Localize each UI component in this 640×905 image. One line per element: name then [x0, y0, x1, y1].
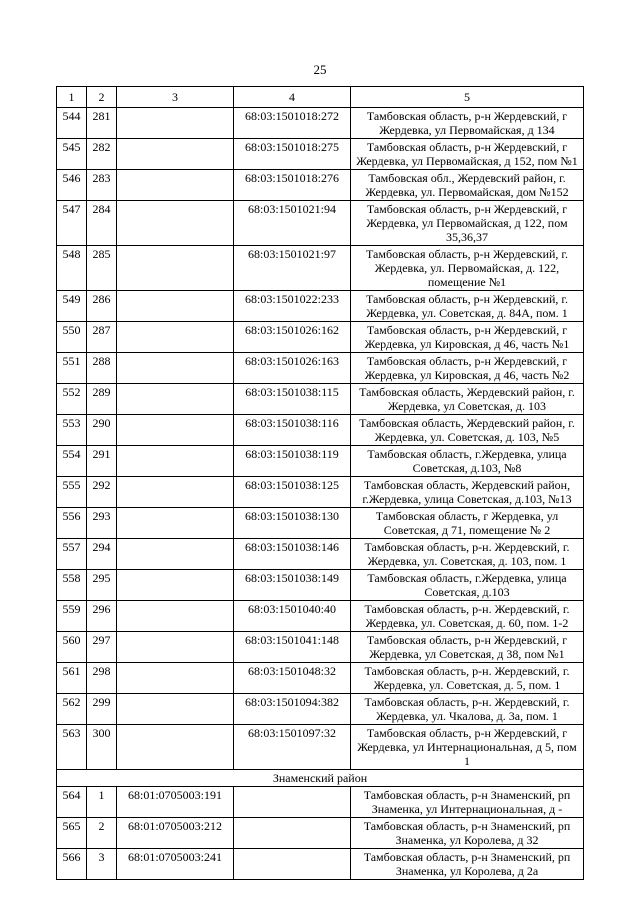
old-cadastral-number: 68:01:0705003:241 — [117, 849, 234, 880]
table-row — [57, 322, 584, 353]
cadastral-number: 68:03:1501040:40 — [234, 601, 351, 632]
row-subnumber: 297 — [87, 632, 117, 663]
address: Тамбовская область, р-н. Жердевский, г. Жердевка, ул. Советская, д. 103, пом. 1 — [351, 539, 584, 570]
address: Тамбовская область, р-н Жердевский, г Жердевка, ул Советская, д 38, пом №1 — [351, 632, 584, 663]
address: Тамбовская область, р-н Жердевский, г Жердевка, ул Интернациональная, д 5, пом 1 — [351, 725, 584, 770]
old-cadastral-number — [117, 694, 234, 725]
registry-table — [56, 86, 584, 880]
table-row — [57, 570, 584, 601]
old-cadastral-number — [117, 291, 234, 322]
cadastral-number — [234, 849, 351, 880]
cadastral-number: 68:03:1501038:125 — [234, 477, 351, 508]
cadastral-number: 68:03:1501018:276 — [234, 170, 351, 201]
header-cell: 5 — [351, 87, 584, 108]
cadastral-number: 68:03:1501038:115 — [234, 384, 351, 415]
address: Тамбовская область, р-н Знаменский, рп Знаменка, ул Королева, д 32 — [351, 818, 584, 849]
row-subnumber: 294 — [87, 539, 117, 570]
row-number: 545 — [57, 139, 87, 170]
table-row — [57, 663, 584, 694]
old-cadastral-number — [117, 108, 234, 139]
old-cadastral-number — [117, 663, 234, 694]
table-row — [57, 201, 584, 246]
row-subnumber: 291 — [87, 446, 117, 477]
row-number: 557 — [57, 539, 87, 570]
row-number: 552 — [57, 384, 87, 415]
row-number: 551 — [57, 353, 87, 384]
address: Тамбовская область, Жердевский район, г. Жердевка, ул. Советская, д. 103, №5 — [351, 415, 584, 446]
cadastral-number: 68:03:1501038:146 — [234, 539, 351, 570]
row-number: 560 — [57, 632, 87, 663]
cadastral-number: 68:03:1501097:32 — [234, 725, 351, 770]
row-number: 564 — [57, 787, 87, 818]
section-title: Знаменский район — [57, 770, 584, 787]
row-subnumber: 283 — [87, 170, 117, 201]
row-subnumber: 296 — [87, 601, 117, 632]
table-row — [57, 291, 584, 322]
cadastral-number: 68:03:1501021:94 — [234, 201, 351, 246]
table-row — [57, 415, 584, 446]
row-subnumber: 298 — [87, 663, 117, 694]
address: Тамбовская область, р-н Жердевский, г Жердевка, ул Первомайская, д 152, пом №1 — [351, 139, 584, 170]
row-subnumber: 281 — [87, 108, 117, 139]
row-number: 546 — [57, 170, 87, 201]
cadastral-number: 68:03:1501094:382 — [234, 694, 351, 725]
old-cadastral-number — [117, 170, 234, 201]
cadastral-number: 68:03:1501018:272 — [234, 108, 351, 139]
old-cadastral-number: 68:01:0705003:191 — [117, 787, 234, 818]
row-number: 549 — [57, 291, 87, 322]
old-cadastral-number: 68:01:0705003:212 — [117, 818, 234, 849]
row-number: 550 — [57, 322, 87, 353]
table-row — [57, 170, 584, 201]
table-row — [57, 446, 584, 477]
header-cell: 3 — [117, 87, 234, 108]
old-cadastral-number — [117, 632, 234, 663]
table-row — [57, 849, 584, 880]
row-number: 553 — [57, 415, 87, 446]
row-subnumber: 290 — [87, 415, 117, 446]
row-number: 558 — [57, 570, 87, 601]
row-subnumber: 288 — [87, 353, 117, 384]
header-cell: 2 — [87, 87, 117, 108]
address: Тамбовская область, р-н Жердевский, г Жердевка, ул Первомайская, д 122, пом 35,36,37 — [351, 201, 584, 246]
address: Тамбовская область, р-н. Жердевский, г. Жердевка, ул. Советская, д. 60, пом. 1-2 — [351, 601, 584, 632]
row-subnumber: 289 — [87, 384, 117, 415]
address: Тамбовская область, р-н Жердевский, г Жердевка, ул Кировская, д 46, часть №1 — [351, 322, 584, 353]
table-header-row — [57, 87, 584, 108]
table-row — [57, 246, 584, 291]
row-subnumber: 284 — [87, 201, 117, 246]
old-cadastral-number — [117, 384, 234, 415]
old-cadastral-number — [117, 725, 234, 770]
row-number: 566 — [57, 849, 87, 880]
table-row — [57, 108, 584, 139]
cadastral-number: 68:03:1501041:148 — [234, 632, 351, 663]
row-number: 554 — [57, 446, 87, 477]
table-row — [57, 632, 584, 663]
address: Тамбовская область, р-н Жердевский, г Жердевка, ул Кировская, д 46, часть №2 — [351, 353, 584, 384]
row-number: 559 — [57, 601, 87, 632]
row-number: 544 — [57, 108, 87, 139]
header-cell: 4 — [234, 87, 351, 108]
old-cadastral-number — [117, 201, 234, 246]
address: Тамбовская область, г.Жердевка, улица Советская, д.103 — [351, 570, 584, 601]
cadastral-number: 68:03:1501038:130 — [234, 508, 351, 539]
table-row — [57, 384, 584, 415]
address: Тамбовская область, Жердевский район, г. Жердевка, ул Советская, д. 103 — [351, 384, 584, 415]
row-number: 565 — [57, 818, 87, 849]
table-row — [57, 508, 584, 539]
row-subnumber: 287 — [87, 322, 117, 353]
row-subnumber: 293 — [87, 508, 117, 539]
old-cadastral-number — [117, 246, 234, 291]
row-subnumber: 2 — [87, 818, 117, 849]
row-number: 561 — [57, 663, 87, 694]
row-subnumber: 286 — [87, 291, 117, 322]
cadastral-number: 68:03:1501038:116 — [234, 415, 351, 446]
old-cadastral-number — [117, 446, 234, 477]
cadastral-number: 68:03:1501038:119 — [234, 446, 351, 477]
table-row — [57, 601, 584, 632]
address: Тамбовская область, г Жердевка, ул Советская, д 71, помещение № 2 — [351, 508, 584, 539]
table-row — [57, 694, 584, 725]
table-row — [57, 725, 584, 770]
old-cadastral-number — [117, 322, 234, 353]
old-cadastral-number — [117, 539, 234, 570]
page-number: 25 — [313, 62, 327, 77]
old-cadastral-number — [117, 477, 234, 508]
cadastral-number — [234, 818, 351, 849]
row-number: 555 — [57, 477, 87, 508]
old-cadastral-number — [117, 508, 234, 539]
row-number: 556 — [57, 508, 87, 539]
row-number: 562 — [57, 694, 87, 725]
old-cadastral-number — [117, 415, 234, 446]
address: Тамбовская область, р-н Знаменский, рп Знаменка, ул Королева, д 2а — [351, 849, 584, 880]
old-cadastral-number — [117, 353, 234, 384]
old-cadastral-number — [117, 139, 234, 170]
address: Тамбовская обл., Жердевский район, г. Жердевка, ул. Первомайская, дом №152 — [351, 170, 584, 201]
cadastral-number: 68:03:1501026:163 — [234, 353, 351, 384]
address: Тамбовская область, р-н. Жердевский, г. Жердевка, ул. Чкалова, д. 3а, пом. 1 — [351, 694, 584, 725]
cadastral-number: 68:03:1501021:97 — [234, 246, 351, 291]
cadastral-number — [234, 787, 351, 818]
table-row — [57, 139, 584, 170]
address: Тамбовская область, р-н Жердевский, г Жердевка, ул Первомайская, д 134 — [351, 108, 584, 139]
row-subnumber: 3 — [87, 849, 117, 880]
section-row — [57, 770, 584, 787]
row-number: 563 — [57, 725, 87, 770]
cadastral-number: 68:03:1501022:233 — [234, 291, 351, 322]
table-row — [57, 353, 584, 384]
table-row — [57, 787, 584, 818]
row-subnumber: 292 — [87, 477, 117, 508]
cadastral-number: 68:03:1501026:162 — [234, 322, 351, 353]
row-number: 548 — [57, 246, 87, 291]
row-subnumber: 285 — [87, 246, 117, 291]
old-cadastral-number — [117, 601, 234, 632]
table-row — [57, 477, 584, 508]
header-cell: 1 — [57, 87, 87, 108]
address: Тамбовская область, Жердевский район, г.Жердевка, улица Советская, д.103, №13 — [351, 477, 584, 508]
address: Тамбовская область, г.Жердевка, улица Советская, д.103, №8 — [351, 446, 584, 477]
old-cadastral-number — [117, 570, 234, 601]
address: Тамбовская область, р-н Знаменский, рп Знаменка, ул Интернациональная, д - — [351, 787, 584, 818]
row-subnumber: 282 — [87, 139, 117, 170]
address: Тамбовская область, р-н. Жердевский, г. Жердевка, ул. Советская, д. 5, пом. 1 — [351, 663, 584, 694]
address: Тамбовская область, р-н Жердевский, г. Жердевка, ул. Советская, д. 84А, пом. 1 — [351, 291, 584, 322]
cadastral-number: 68:03:1501048:32 — [234, 663, 351, 694]
row-subnumber: 1 — [87, 787, 117, 818]
row-subnumber: 299 — [87, 694, 117, 725]
row-subnumber: 295 — [87, 570, 117, 601]
row-subnumber: 300 — [87, 725, 117, 770]
row-number: 547 — [57, 201, 87, 246]
table-row — [57, 539, 584, 570]
cadastral-number: 68:03:1501038:149 — [234, 570, 351, 601]
address: Тамбовская область, р-н Жердевский, г. Жердевка, ул. Первомайская, д. 122, помещение №1 — [351, 246, 584, 291]
table-row — [57, 818, 584, 849]
cadastral-number: 68:03:1501018:275 — [234, 139, 351, 170]
